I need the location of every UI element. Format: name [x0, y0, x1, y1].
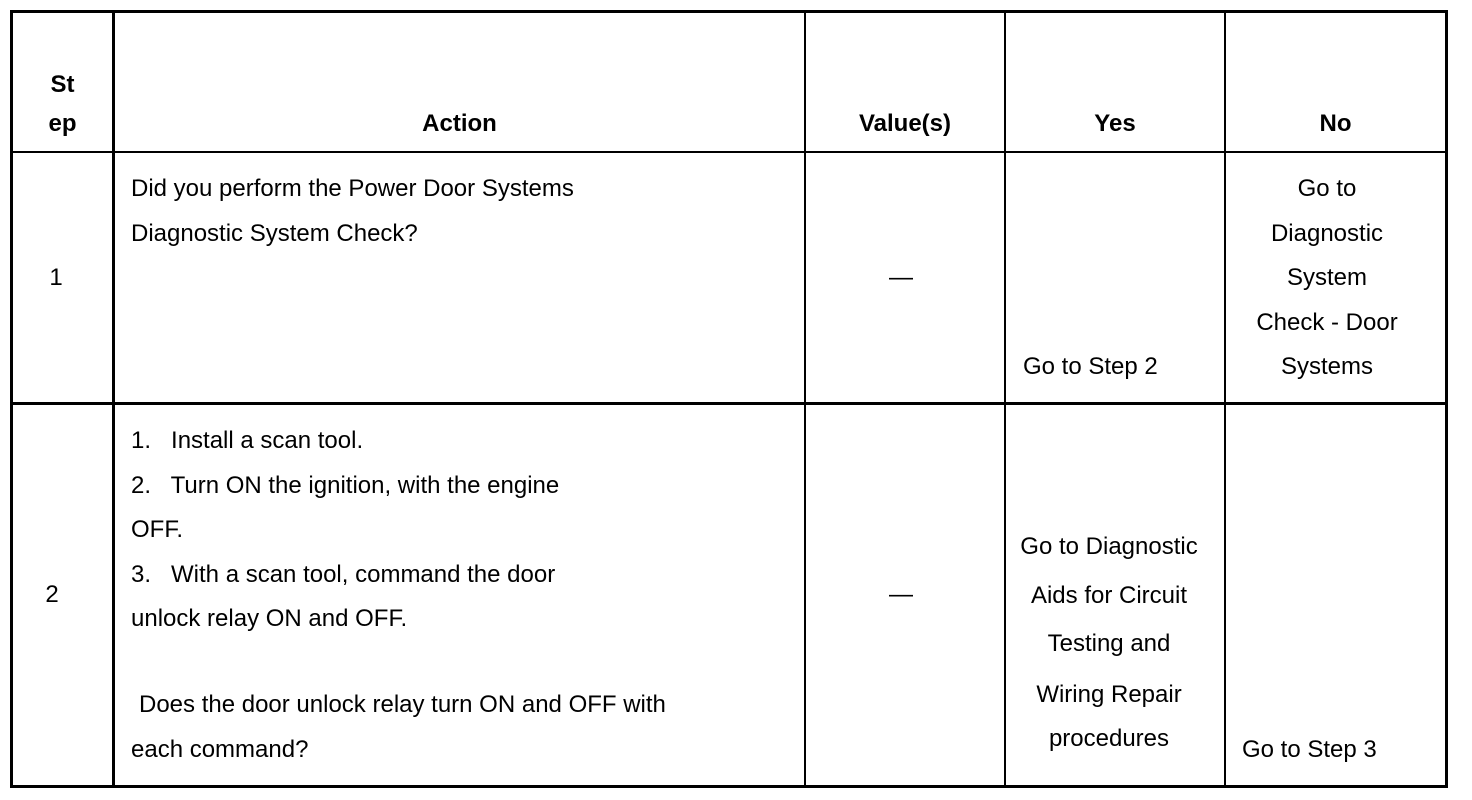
header-step-line: ep	[48, 110, 77, 137]
row-yes-result: Go to Step 2	[1023, 353, 1158, 380]
action-step-command-relay: 3. With a scan tool, command the door	[131, 561, 556, 588]
row-step-number: 2	[45, 581, 59, 608]
yes-line: Testing and	[1047, 630, 1171, 657]
no-line: Check - Door	[1256, 309, 1398, 336]
action-line: Diagnostic System Check?	[131, 220, 418, 247]
yes-line: Wiring Repair	[1036, 681, 1182, 708]
action-question: Does the door unlock relay turn ON and OFF with	[139, 691, 666, 718]
yes-line: procedures	[1048, 725, 1170, 752]
no-line: Systems	[1280, 353, 1373, 380]
action-step-install-scan-tool: 1. Install a scan tool.	[131, 427, 364, 454]
no-line: Diagnostic	[1270, 220, 1384, 247]
header-yes: Yes	[1094, 110, 1136, 137]
yes-line: Go to Diagnostic	[1020, 533, 1198, 560]
table-border-right	[1445, 10, 1448, 788]
action-step-turn-on-ignition: 2. Turn ON the ignition, with the engine	[131, 472, 560, 499]
header-step-line: St	[50, 71, 75, 98]
action-line: unlock relay ON and OFF.	[131, 605, 408, 632]
header-action: Action	[422, 110, 497, 137]
no-line: Go to	[1297, 175, 1357, 202]
no-line: System	[1286, 264, 1367, 291]
header-divider	[10, 151, 1448, 153]
table-border-top	[10, 10, 1448, 13]
row-value: —	[889, 581, 913, 608]
action-line: Did you perform the Power Door Systems	[131, 175, 574, 202]
table-border-bottom	[10, 785, 1448, 788]
row-no-result: Go to Step 3	[1242, 736, 1377, 763]
row-value: —	[889, 264, 913, 291]
row-divider	[10, 402, 1448, 405]
action-line: OFF.	[131, 516, 183, 543]
header-no: No	[1319, 110, 1352, 137]
row-step-number: 1	[49, 264, 63, 291]
action-line: each command?	[131, 736, 309, 763]
header-values: Value(s)	[858, 110, 952, 137]
yes-line: Aids for Circuit	[1030, 582, 1188, 609]
